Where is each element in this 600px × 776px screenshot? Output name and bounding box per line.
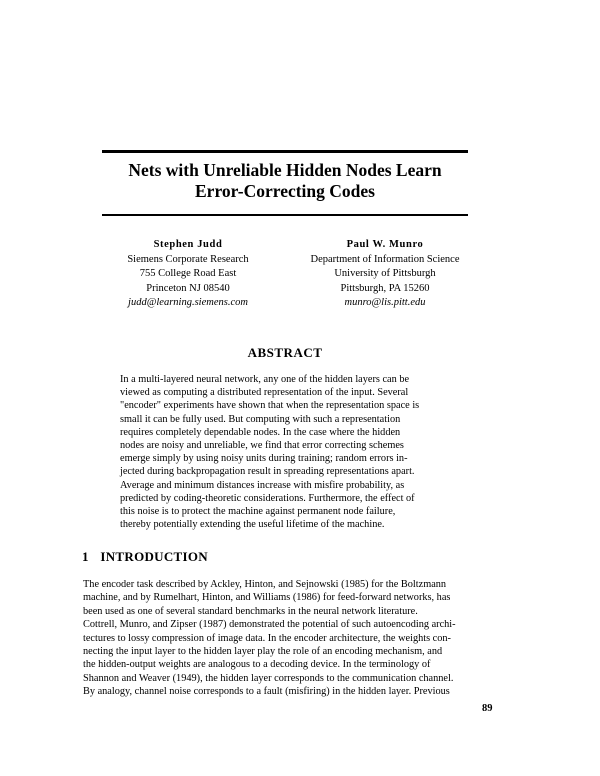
intro-line: The encoder task described by Ackley, Hinton, and Sejnowski (1985) for the Boltzmann	[83, 579, 447, 590]
intro-line: necting the input layer to the hidden layer play the role of an encoding mechanism, and	[83, 646, 443, 658]
introduction-text	[83, 578, 491, 699]
abstract-line: jected during backpropagation result in spreading representations apart.	[120, 466, 415, 478]
intro-line: the hidden-output weights are analogous to a decoding device. In the terminology of	[83, 659, 431, 671]
page-number: 89	[482, 703, 493, 714]
intro-line: been used as one of several standard benchmarks in the neural network literature.	[83, 605, 418, 617]
abstract-text	[120, 373, 466, 531]
author-city: Pittsburgh, PA 15260	[340, 282, 430, 294]
intro-line: Shannon and Weaver (1949), the hidden layer corresponds to the communication channel.	[83, 672, 454, 684]
intro-line: By analogy, channel noise corresponds to a fault (misfiring) in the hidden layer. Previous	[83, 686, 450, 698]
author-email: munro@lis.pitt.edu	[344, 297, 426, 308]
title-line-1: Nets with Unreliable Hidden Nodes Learn	[128, 160, 442, 180]
title-bottom-rule	[102, 214, 468, 216]
section-heading	[82, 549, 208, 565]
section-number: 1	[82, 549, 89, 564]
abstract-line: emerge simply by using noisy units during training; random errors in-	[120, 453, 408, 465]
author-address: University of Pittsburgh	[334, 268, 436, 279]
author-email: judd@learning.siemens.com	[128, 297, 248, 308]
abstract-line: nodes are noisy and unreliable, we find that error correcting schemes	[120, 440, 404, 452]
paper-title	[102, 160, 468, 202]
abstract-line: predicted by coding-theoretic considerations. Furthermore, the effect of	[120, 492, 415, 504]
abstract-line: this noise is to protect the machine against permanent node failure,	[120, 506, 396, 518]
title-top-rule	[102, 150, 468, 153]
author-name: Stephen Judd	[153, 239, 223, 250]
author-name: Paul W. Munro	[346, 239, 424, 250]
intro-line: machine, and by Rumelhart, Hinton, and Williams (1986) for feed-forward networks, has	[83, 592, 451, 604]
author-affiliation: Department of Information Science	[310, 253, 460, 265]
section-title: INTRODUCTION	[100, 549, 208, 564]
intro-line: Cottrell, Munro, and Zipser (1987) demonstrated the potential of such autoencoding archi-	[83, 619, 456, 631]
author-affiliation: Siemens Corporate Research	[127, 253, 249, 265]
abstract-line: small it can be fully used. But computing with such a representation	[120, 413, 401, 425]
abstract-line: requires completely dependable nodes. In the case where the hidden	[120, 426, 401, 438]
abstract-line: "encoder" experiments have shown that when the representation space is	[120, 400, 420, 412]
abstract-line: In a multi-layered neural network, any one of the hidden layers can be	[120, 374, 410, 385]
author-address: 755 College Road East	[139, 268, 237, 279]
author-city: Princeton NJ 08540	[146, 282, 230, 294]
author-block-munro	[300, 238, 470, 311]
title-line-2: Error-Correcting Codes	[195, 181, 375, 201]
abstract-line: thereby potentially extending the useful lifetime of the machine.	[120, 519, 385, 531]
abstract-line: Average and minimum distances increase with misfire probability, as	[120, 479, 405, 491]
author-block-judd	[104, 238, 272, 311]
abstract-line: viewed as computing a distributed representation of the input. Several	[120, 387, 409, 399]
intro-line: tectures to lossy compression of image data. In the encoder architecture, the weights con-	[83, 632, 451, 644]
abstract-heading: ABSTRACT	[247, 345, 323, 360]
